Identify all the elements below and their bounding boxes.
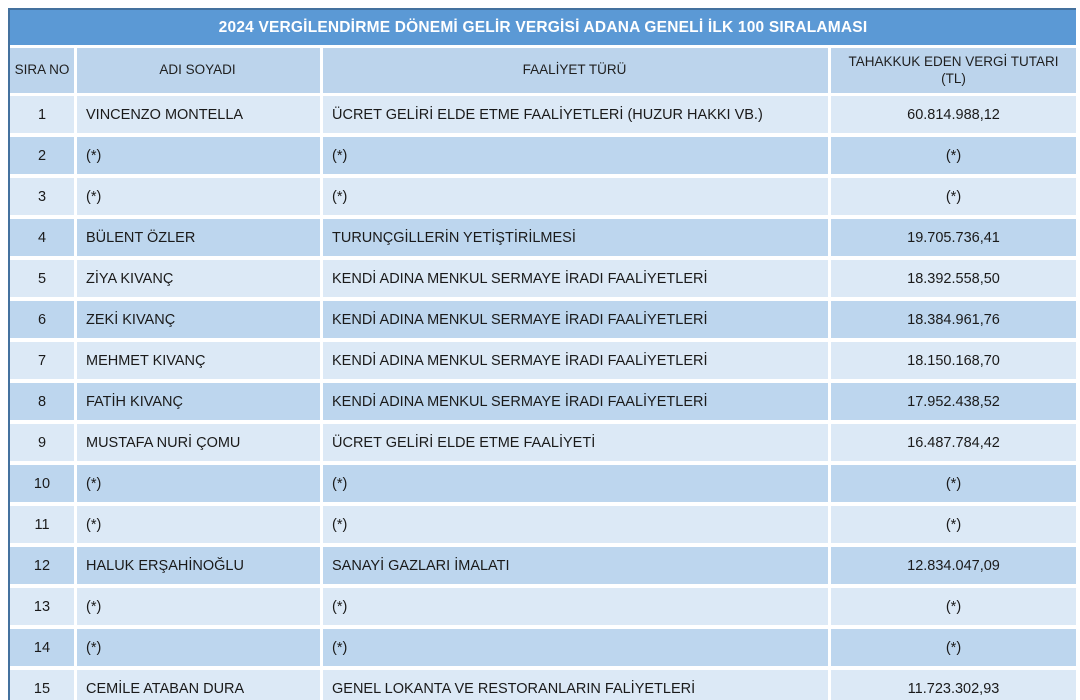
cell-sira-no: 10 [10,465,74,502]
table-row [10,547,1076,584]
cell-sira-no: 4 [10,219,74,256]
table-row [10,301,1076,338]
cell-faaliyet-turu: (*) [323,465,828,502]
cell-adi-soyadi: ZEKİ KIVANÇ [77,301,320,338]
cell-vergi-tutari: 18.392.558,50 [831,260,1076,297]
table-row [10,465,1076,502]
cell-adi-soyadi: (*) [77,629,320,666]
cell-adi-soyadi: (*) [77,588,320,625]
table-title: 2024 VERGİLENDİRME DÖNEMİ GELİR VERGİSİ ADANA GENELİ İLK 100 SIRALAMASI [10,8,1076,45]
cell-sira-no: 3 [10,178,74,215]
cell-faaliyet-turu: ÜCRET GELİRİ ELDE ETME FAALİYETLERİ (HUZUR HAKKI VB.) [323,96,828,133]
table-row [10,506,1076,543]
cell-sira-no: 8 [10,383,74,420]
table-row [10,342,1076,379]
column-header-faaliyet-turu: FAALİYET TÜRÜ [323,48,828,93]
cell-sira-no: 6 [10,301,74,338]
table-row [10,137,1076,174]
table-row [10,383,1076,420]
cell-sira-no: 11 [10,506,74,543]
column-header-sira-no: SIRA NO [10,48,74,93]
cell-vergi-tutari: 11.723.302,93 [831,670,1076,700]
cell-vergi-tutari: 19.705.736,41 [831,219,1076,256]
cell-faaliyet-turu: KENDİ ADINA MENKUL SERMAYE İRADI FAALİYETLERİ [323,342,828,379]
table-row [10,629,1076,666]
cell-faaliyet-turu: (*) [323,137,828,174]
table-row [10,424,1076,461]
table-row [10,670,1076,700]
table-row [10,96,1076,133]
cell-sira-no: 2 [10,137,74,174]
cell-adi-soyadi: VINCENZO MONTELLA [77,96,320,133]
table-row [10,588,1076,625]
cell-faaliyet-turu: GENEL LOKANTA VE RESTORANLARIN FALİYETLERİ [323,670,828,700]
cell-adi-soyadi: (*) [77,506,320,543]
table-body [10,96,1076,700]
cell-sira-no: 9 [10,424,74,461]
cell-adi-soyadi: (*) [77,465,320,502]
table-row [10,219,1076,256]
cell-faaliyet-turu: ÜCRET GELİRİ ELDE ETME FAALİYETİ [323,424,828,461]
cell-faaliyet-turu: (*) [323,588,828,625]
cell-adi-soyadi: (*) [77,178,320,215]
cell-adi-soyadi: MEHMET KIVANÇ [77,342,320,379]
cell-faaliyet-turu: KENDİ ADINA MENKUL SERMAYE İRADI FAALİYETLERİ [323,260,828,297]
cell-sira-no: 5 [10,260,74,297]
cell-sira-no: 7 [10,342,74,379]
cell-vergi-tutari: 60.814.988,12 [831,96,1076,133]
cell-vergi-tutari: 18.150.168,70 [831,342,1076,379]
cell-vergi-tutari: (*) [831,629,1076,666]
table-header-row [10,48,1076,93]
cell-faaliyet-turu: (*) [323,178,828,215]
cell-adi-soyadi: FATİH KIVANÇ [77,383,320,420]
cell-faaliyet-turu: SANAYİ GAZLARI İMALATI [323,547,828,584]
tax-ranking-table [8,8,1076,700]
cell-sira-no: 12 [10,547,74,584]
cell-faaliyet-turu: (*) [323,506,828,543]
cell-vergi-tutari: 17.952.438,52 [831,383,1076,420]
column-header-adi-soyadi: ADI SOYADI [77,48,320,93]
cell-vergi-tutari: 12.834.047,09 [831,547,1076,584]
cell-vergi-tutari: 16.487.784,42 [831,424,1076,461]
cell-adi-soyadi: CEMİLE ATABAN DURA [77,670,320,700]
cell-vergi-tutari: (*) [831,465,1076,502]
cell-faaliyet-turu: (*) [323,629,828,666]
cell-vergi-tutari: (*) [831,506,1076,543]
cell-adi-soyadi: HALUK ERŞAHİNOĞLU [77,547,320,584]
cell-adi-soyadi: (*) [77,137,320,174]
cell-faaliyet-turu: KENDİ ADINA MENKUL SERMAYE İRADI FAALİYETLERİ [323,301,828,338]
table-row [10,178,1076,215]
cell-adi-soyadi: ZİYA KIVANÇ [77,260,320,297]
cell-adi-soyadi: BÜLENT ÖZLER [77,219,320,256]
table-row [10,260,1076,297]
column-header-vergi-tutari: TAHAKKUK EDEN VERGİ TUTARI (TL) [831,48,1076,93]
cell-faaliyet-turu: TURUNÇGİLLERİN YETİŞTİRİLMESİ [323,219,828,256]
cell-sira-no: 1 [10,96,74,133]
cell-adi-soyadi: MUSTAFA NURİ ÇOMU [77,424,320,461]
cell-vergi-tutari: (*) [831,178,1076,215]
cell-sira-no: 13 [10,588,74,625]
cell-vergi-tutari: (*) [831,588,1076,625]
cell-sira-no: 14 [10,629,74,666]
cell-sira-no: 15 [10,670,74,700]
cell-vergi-tutari: (*) [831,137,1076,174]
cell-faaliyet-turu: KENDİ ADINA MENKUL SERMAYE İRADI FAALİYETLERİ [323,383,828,420]
cell-vergi-tutari: 18.384.961,76 [831,301,1076,338]
